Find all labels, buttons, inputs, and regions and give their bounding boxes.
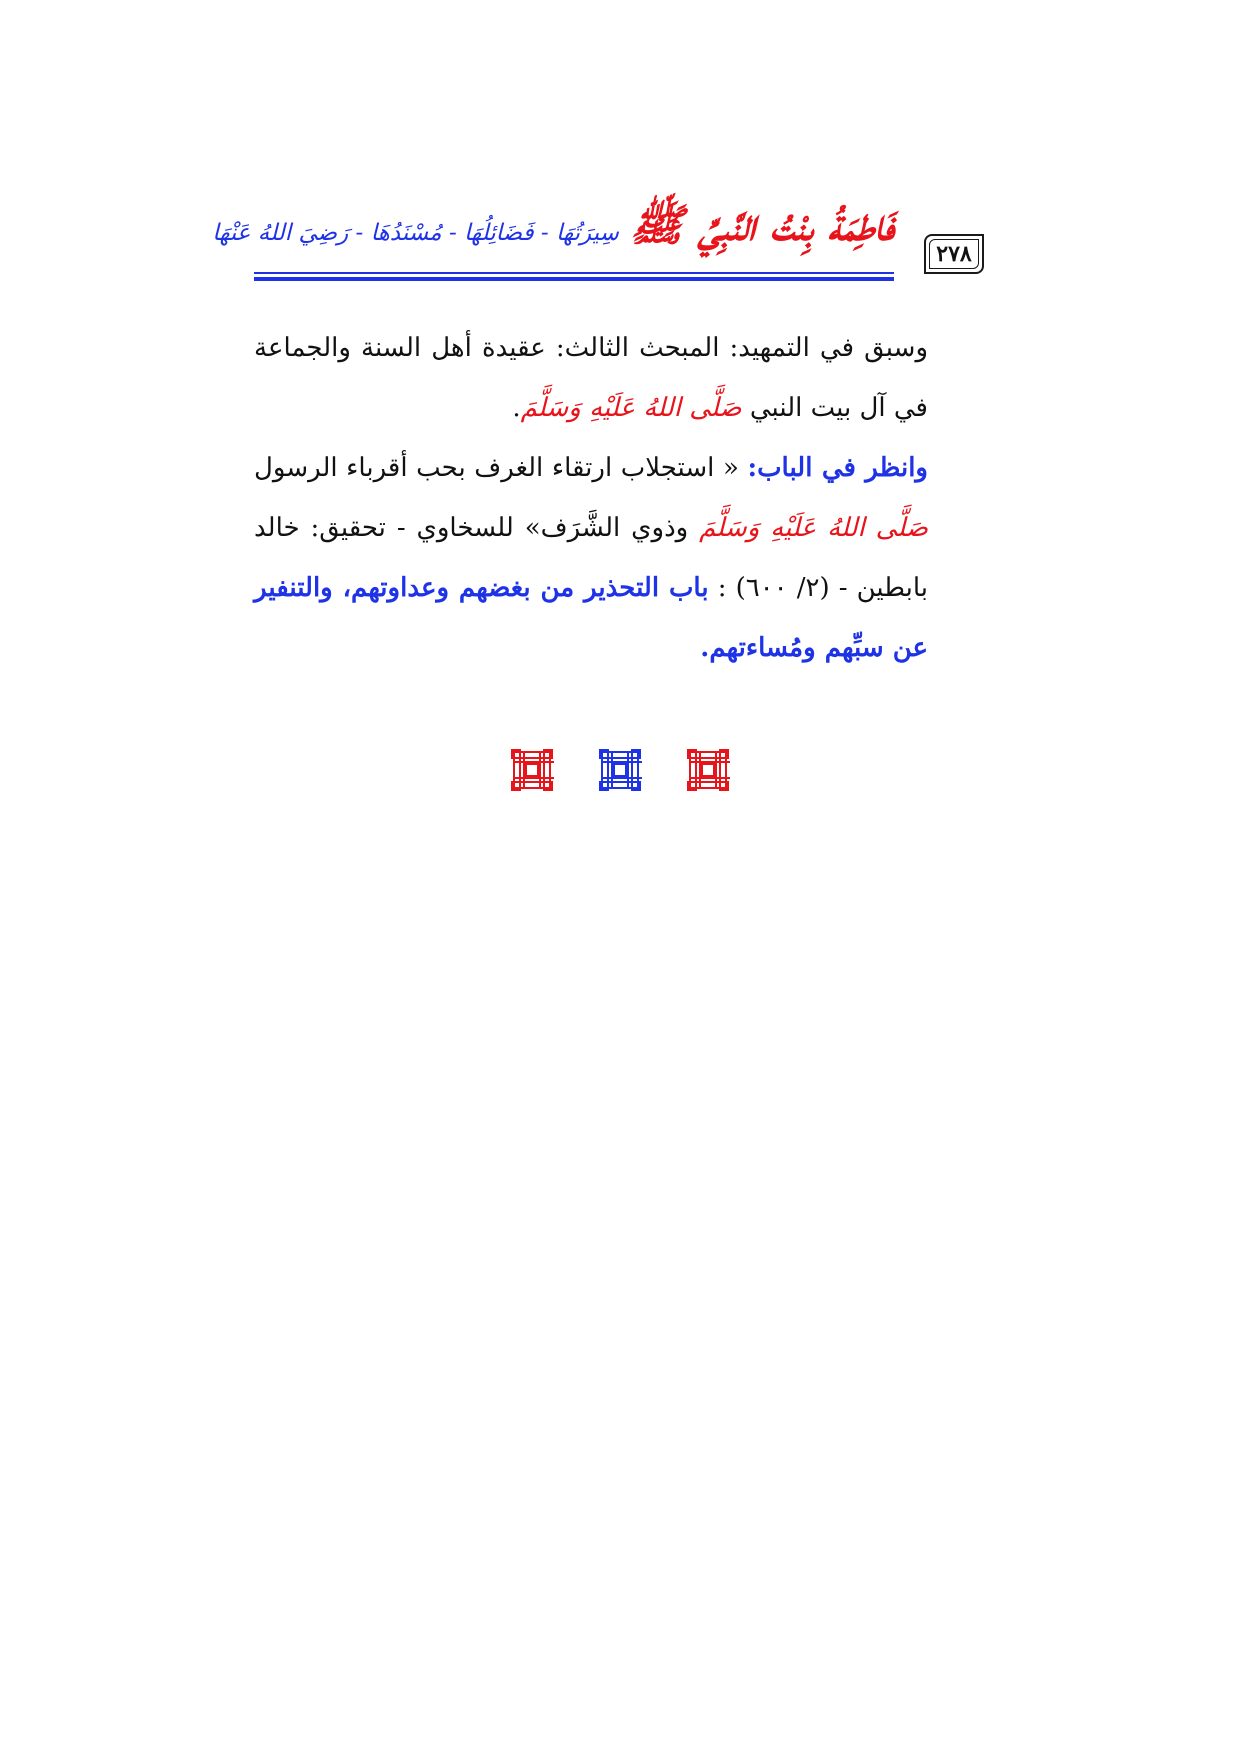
book-title-sub: سِيرَتُهَا - فَضَائِلُهَا - مُسْنَدُهَا - رَضِيَ اللهُ عَنْهَا bbox=[212, 220, 619, 246]
knot-ornament-icon bbox=[510, 748, 554, 792]
paragraph-2-text-2: وذوي الشَّرَف» للسخاوي - تحقيق: خالد بابطين - bbox=[254, 513, 928, 603]
page-body bbox=[254, 318, 988, 678]
header-rule-thin bbox=[254, 272, 894, 274]
paragraph-1-text: وسبق في التمهيد: المبحث الثالث: عقيدة أهل السنة والجماعة في آل بيت النبي bbox=[254, 333, 928, 423]
see-also-label: وانظر في الباب: bbox=[747, 453, 928, 483]
book-title-main: فَاطِمَةُ بِنْتُ النَّبِيِّ ﷺ bbox=[630, 200, 894, 251]
paragraph-2 bbox=[254, 438, 988, 678]
page-number bbox=[924, 234, 984, 274]
volume-page-ref: (٢/ ٦٠٠) : bbox=[717, 573, 830, 603]
paragraph-1-end: . bbox=[512, 393, 521, 423]
chapter-title: باب التحذير من بغضهم وعداوتهم، والتنفير عن سبِّهم ومُساءتهم. bbox=[254, 573, 928, 663]
salla-honorific: صَلَّى اللهُ عَلَيْهِ وَسَلَّمَ bbox=[699, 513, 929, 543]
page-header bbox=[212, 196, 988, 286]
paragraph-2-text: « استجلاب ارتقاء الغرف بحب أقرباء الرسول bbox=[254, 453, 739, 483]
knot-ornament-icon bbox=[598, 748, 642, 792]
paragraph-1 bbox=[254, 318, 988, 438]
page-number-text: ٢٧٨ bbox=[936, 241, 972, 267]
book-title bbox=[212, 198, 894, 264]
salla-honorific: صَلَّى اللهُ عَلَيْهِ وَسَلَّمَ bbox=[520, 393, 742, 423]
knot-ornament-icon bbox=[686, 748, 730, 792]
header-rule-thick bbox=[254, 277, 894, 281]
section-end-ornaments bbox=[510, 748, 730, 794]
